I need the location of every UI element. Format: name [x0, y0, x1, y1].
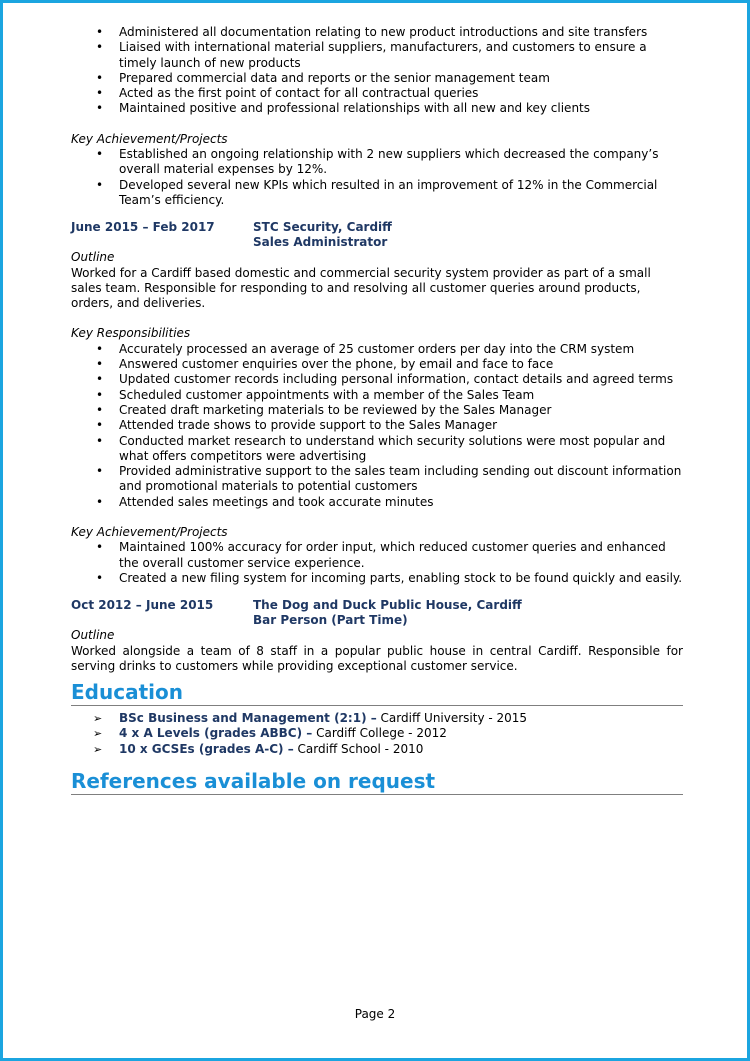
outline-heading: Outline	[71, 628, 115, 643]
job-outline: Worked alongside a team of 8 staff in a popular public house in central Cardiff. Responsible for serving drinks to customers while providing exceptional customer service.	[71, 643, 683, 673]
list-item: • Scheduled customer appointments with a member of the Sales Team	[71, 388, 683, 403]
list-item: • Administered all documentation relating to new product introductions and site transfers	[71, 25, 683, 40]
list-item: • Created draft marketing materials to be reviewed by the Sales Manager	[71, 403, 683, 418]
list-item: • Attended sales meetings and took accurate minutes	[71, 495, 683, 510]
page-content	[71, 25, 683, 795]
job-title-row	[71, 235, 683, 250]
education-list	[71, 711, 683, 757]
achievements-list	[71, 540, 683, 586]
list-item: • Accurately processed an average of 25 customer orders per day into the CRM system	[71, 342, 683, 357]
list-item: • Updated customer records including personal information, contact details and agreed terms	[71, 372, 683, 387]
arrow-bullet-icon: ➢	[93, 712, 103, 726]
education-heading: Education	[71, 680, 683, 706]
job-dates: Oct 2012 – June 2015	[71, 598, 214, 613]
qualification: 4 x A Levels (grades ABBC) –	[119, 726, 313, 741]
institution: Cardiff College - 2012	[312, 726, 447, 741]
qualification: BSc Business and Management (2:1) –	[119, 711, 377, 726]
list-item: • Maintained positive and professional relationships with all new and key clients	[71, 101, 683, 116]
job-company: STC Security, Cardiff	[253, 220, 392, 235]
job-title: Bar Person (Part Time)	[253, 613, 408, 628]
responsibilities-list	[71, 342, 683, 510]
achievements-list	[71, 147, 683, 208]
job-title-row	[71, 613, 683, 628]
achievements-heading: Key Achievement/Projects	[71, 131, 228, 146]
job-title: Sales Administrator	[253, 235, 388, 250]
arrow-bullet-icon: ➢	[93, 727, 103, 741]
achievements-heading: Key Achievement/Projects	[71, 525, 228, 540]
outline-heading: Outline	[71, 250, 115, 265]
list-item: • Developed several new KPIs which resulted in an improvement of 12% in the Commercial Team’s efficiency.	[71, 178, 683, 209]
job-outline: Worked for a Cardiff based domestic and commercial security system provider as part of a small sales team. Responsible for responding to and resolving all customer queries around products, orders, and deliveries.	[71, 265, 651, 311]
education-item	[71, 726, 683, 741]
job-dates: June 2015 – Feb 2017	[71, 220, 215, 235]
education-item	[71, 742, 683, 757]
education-item	[71, 711, 683, 726]
list-item: • Created a new filing system for incoming parts, enabling stock to be found quickly and easily.	[71, 571, 683, 586]
job-company: The Dog and Duck Public House, Cardiff	[253, 598, 522, 613]
list-item: • Liaised with international material suppliers, manufacturers, and customers to ensure a timely launch of new products	[71, 40, 683, 71]
page-number: Page 2	[354, 1007, 396, 1021]
list-item: • Maintained 100% accuracy for order input, which reduced customer queries and enhanced the overall customer service experience.	[71, 540, 683, 571]
list-item: • Established an ongoing relationship with 2 new suppliers which decreased the company’s overall material expenses by 12%.	[71, 147, 683, 178]
arrow-bullet-icon: ➢	[93, 742, 103, 756]
institution: Cardiff School - 2010	[293, 741, 424, 756]
previous-role-responsibilities-list	[71, 25, 683, 117]
list-item: • Prepared commercial data and reports or the senior management team	[71, 71, 683, 86]
institution: Cardiff University - 2015	[376, 711, 528, 726]
job-header	[71, 220, 683, 235]
list-item: • Acted as the first point of contact for all contractual queries	[71, 86, 683, 101]
job-header	[71, 598, 683, 613]
responsibilities-heading: Key Responsibilities	[71, 326, 191, 341]
list-item: • Answered customer enquiries over the phone, by email and face to face	[71, 357, 683, 372]
references-heading: References available on request	[71, 769, 683, 795]
list-item: • Conducted market research to understand which security solutions were most popular and what offers competitors were advertising	[71, 434, 683, 465]
list-item: • Provided administrative support to the sales team including sending out discount information and promotional materials to potential customers	[71, 464, 683, 495]
qualification: 10 x GCSEs (grades A-C) –	[119, 741, 294, 756]
list-item: • Attended trade shows to provide support to the Sales Manager	[71, 418, 683, 433]
